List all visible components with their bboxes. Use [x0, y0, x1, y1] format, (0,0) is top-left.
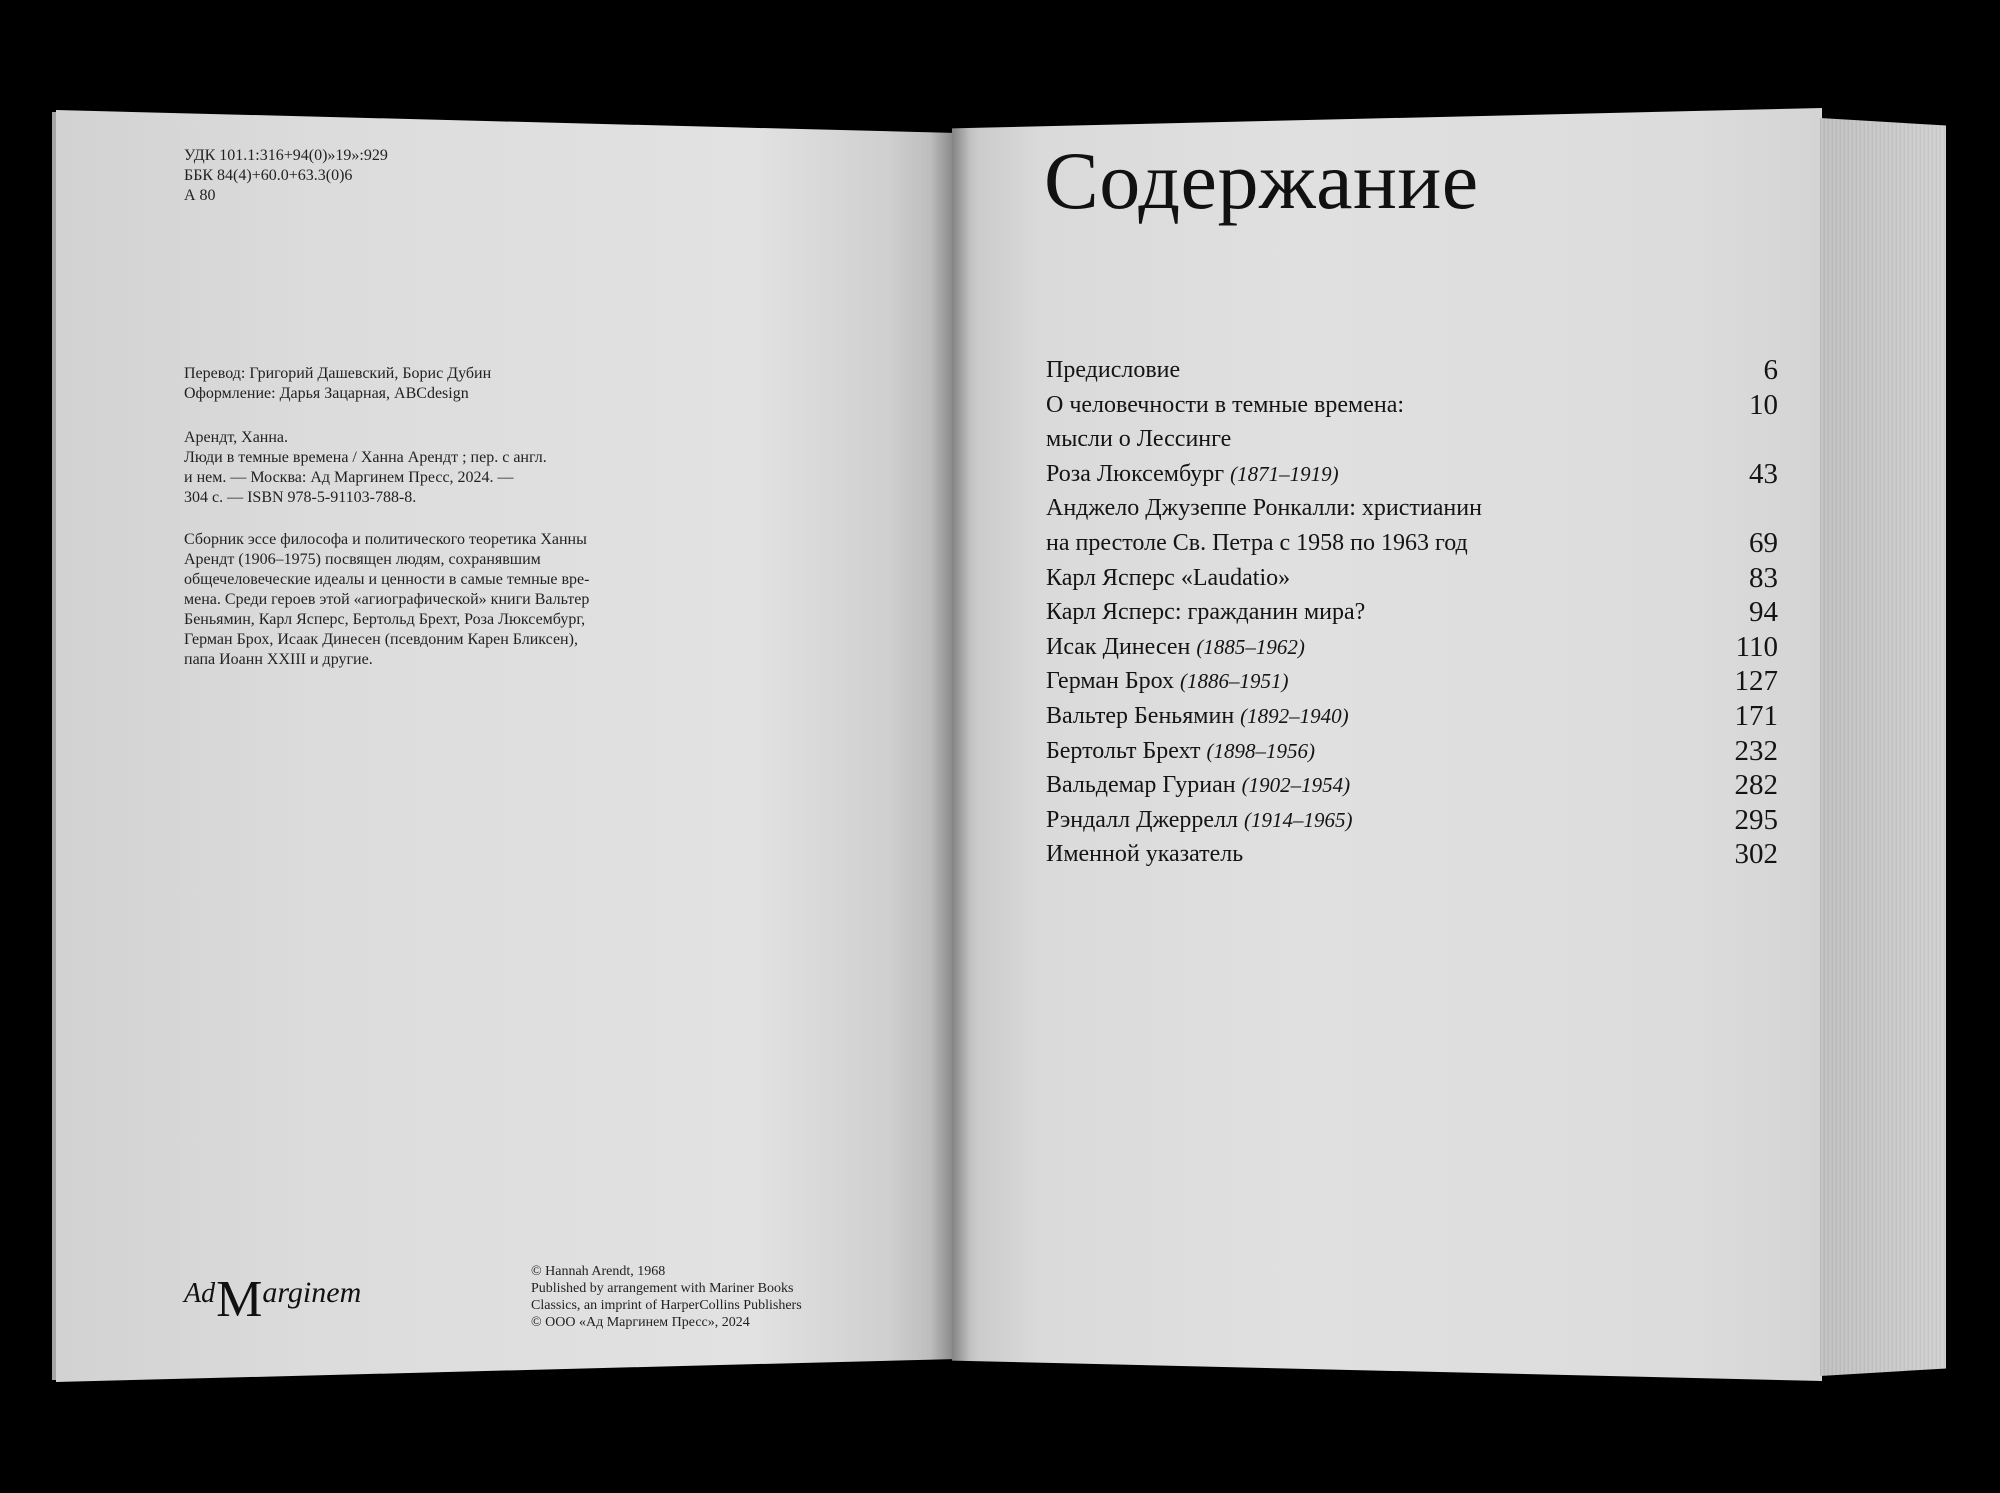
toc-entry	[1046, 595, 1778, 630]
toc-entry	[1046, 457, 1778, 492]
udk-code: УДК 101.1:316+94(0)»19»:929	[184, 147, 388, 164]
credits	[184, 364, 491, 404]
toc-entry-page: 232	[1734, 734, 1778, 767]
toc-entry-title: Герман Брох	[1046, 668, 1181, 695]
toc-entry-years: (1892–1940)	[1240, 703, 1349, 728]
toc-entry	[1046, 734, 1778, 769]
author-mark: А 80	[184, 187, 216, 204]
toc-entry	[1046, 630, 1778, 665]
toc-entry-page: 94	[1749, 596, 1778, 629]
summary-line: мена. Среди героев этой «агиографической» книги Вальтер	[184, 591, 590, 608]
toc-entry	[1046, 803, 1778, 838]
copyright-line: Classics, an imprint of HarperCollins Publishers	[531, 1298, 802, 1313]
toc-entry	[1046, 699, 1778, 734]
toc-entry	[1046, 768, 1778, 803]
page-block-edge	[1820, 118, 1946, 1376]
copyright-line: Published by arrangement with Mariner Books	[531, 1281, 794, 1296]
toc-entry-years: (1914–1965)	[1244, 807, 1353, 832]
toc-entry	[1046, 837, 1778, 872]
toc-entry	[1046, 388, 1778, 423]
toc-entry-years: (1885–1962)	[1196, 634, 1305, 659]
toc-entry-page: 83	[1749, 561, 1778, 594]
toc-entry	[1046, 664, 1778, 699]
toc-entry-title: Именной указатель	[1046, 841, 1244, 868]
summary-line: Герман Брох, Исаак Динесен (псевдоним Карен Бликсен),	[184, 631, 578, 648]
summary-line: Сборник эссе философа и политического теоретика Ханны	[184, 531, 587, 548]
summary-line: Беньямин, Карл Ясперс, Бертольд Брехт, Роза Люксембург,	[184, 611, 586, 628]
catalog-line: Люди в темные времена / Ханна Арендт ; пер. с англ.	[184, 449, 547, 466]
toc-entry-title: Бертольт Брехт	[1046, 737, 1207, 764]
toc-entry-page: 295	[1734, 803, 1778, 836]
toc-entry	[1046, 422, 1778, 457]
toc-entry-page: 302	[1734, 838, 1778, 871]
toc-entry-title: Карл Ясперс: гражданин мира?	[1046, 599, 1366, 626]
toc-entry-years: (1898–1956)	[1206, 738, 1315, 763]
toc-entry	[1046, 491, 1778, 526]
toc-entry-title: Предисловие	[1046, 357, 1181, 383]
toc-entry	[1046, 561, 1778, 596]
copyright-notice	[531, 1263, 802, 1331]
summary-line: Арендт (1906–1975) посвящен людям, сохранявшим	[184, 551, 541, 568]
toc-entry-years: (1902–1954)	[1241, 773, 1351, 798]
toc-entry-title: Вальдемар Гуриан	[1046, 772, 1242, 799]
toc-entry-page: 69	[1749, 526, 1778, 559]
spine-shadow	[930, 110, 970, 1382]
catalog-line: 304 с. — ISBN 978-5-91103-788-8.	[184, 489, 417, 506]
bbk-code: ББК 84(4)+60.0+63.3(0)6	[184, 167, 353, 184]
left-page	[56, 110, 952, 1382]
toc-entry-title: Рэндалл Джеррелл	[1046, 806, 1245, 833]
toc-entry-title: Анджело Джузеппе Ронкалли: христианин	[1046, 495, 1482, 522]
summary-line: папа Иоанн XXIII и другие.	[184, 651, 373, 668]
logo-ad: Ad	[184, 1278, 216, 1309]
toc-entry-page: 10	[1749, 388, 1778, 421]
toc-entry-page: 43	[1749, 457, 1778, 490]
catalog-line: и нем. — Москва: Ад Маргинем Пресс, 2024. —	[184, 469, 514, 486]
publisher-logo	[184, 1270, 361, 1329]
toc-entry	[1046, 353, 1778, 388]
toc-entry-title: Вальтер Беньямин	[1046, 702, 1241, 729]
toc-entry-title: О человечности в темные времена:	[1046, 391, 1405, 418]
summary-line: общечеловеческие идеалы и ценности в самые темные вре-	[184, 571, 590, 588]
catalog-record	[184, 428, 547, 508]
toc-entry-title: Карл Ясперс «Laudatio»	[1046, 564, 1291, 591]
catalog-line: Арендт, Ханна.	[184, 429, 289, 446]
toc-entry-page: 110	[1735, 630, 1778, 663]
page-title: Содержание	[1044, 135, 1479, 226]
copyright-line: © ООО «Ад Маргинем Пресс», 2024	[531, 1315, 750, 1330]
toc-entry-page: 282	[1734, 769, 1778, 802]
copyright-line: © Hannah Arendt, 1968	[531, 1264, 666, 1279]
toc-entry-years: (1886–1951)	[1180, 669, 1289, 694]
toc-entry-years: (1871–1919)	[1230, 461, 1339, 486]
toc-entry-title: на престоле Св. Петра с 1958 по 1963 год	[1046, 529, 1468, 556]
toc-entry	[1046, 526, 1778, 561]
logo-m: M	[216, 1271, 263, 1328]
toc-entry-title: мысли о Лессинге	[1046, 426, 1232, 453]
classification-codes	[184, 146, 388, 206]
table-of-contents	[1046, 353, 1778, 872]
toc-entry-page: 171	[1734, 699, 1778, 732]
logo-rest: arginem	[262, 1276, 362, 1309]
toc-entry-page: 127	[1734, 665, 1778, 698]
book-summary	[184, 530, 644, 670]
translation-credit: Перевод: Григорий Дашевский, Борис Дубин	[184, 365, 492, 382]
toc-entry-page: 6	[1763, 354, 1778, 386]
toc-entry-title: Роза Люксембург	[1046, 460, 1231, 487]
design-credit: Оформление: Дарья Зацарная, ABCdesign	[184, 385, 469, 402]
toc-entry-title: Исак Динесен	[1046, 633, 1197, 660]
